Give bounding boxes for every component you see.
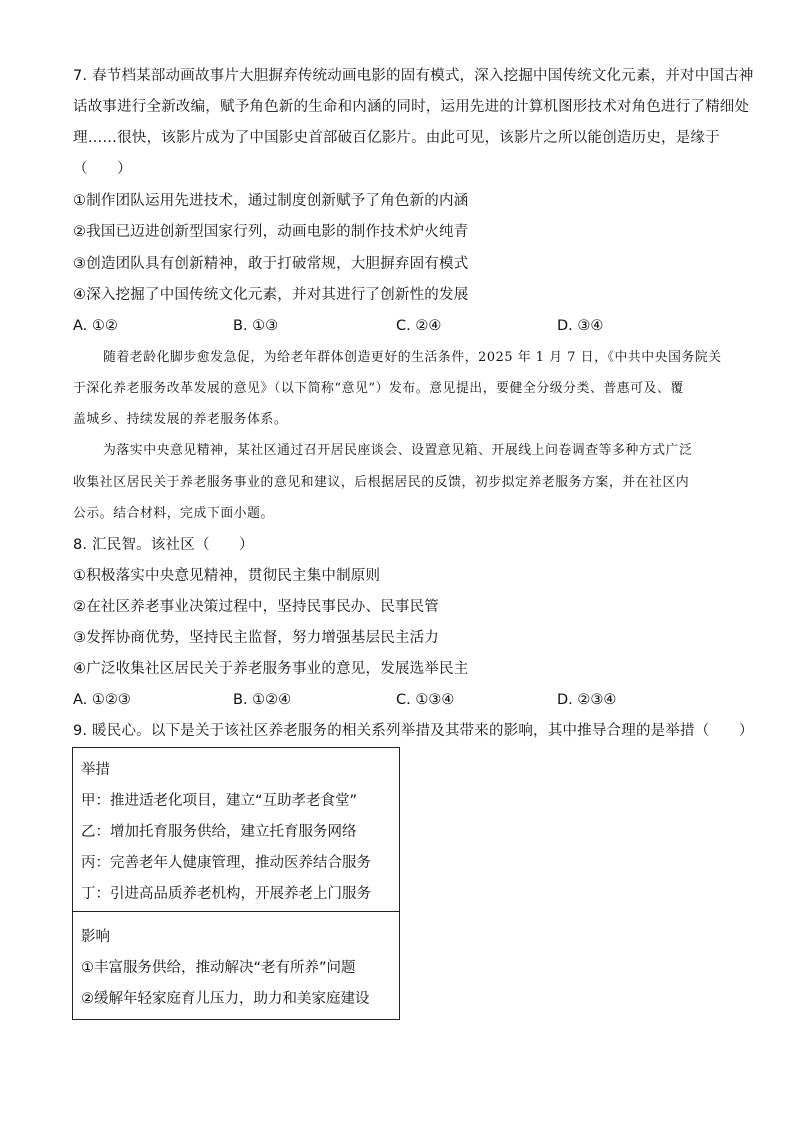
q9-stem: 9. 暖民心。以下是关于该社区养老服务的相关系列举措及其带来的影响，其中推导合理的是举措（ ） (73, 723, 754, 739)
q7-answer-blank: （ ） (73, 161, 132, 177)
impacts-box (72, 911, 400, 1020)
q7-item-2: ②我国已迈进创新型国家行列，动画电影的制作技术炉火纯青 (73, 224, 469, 240)
material-para1-line-3: 盖城乡、持续发展的养老服务体系。 (73, 412, 288, 427)
q8-stem: 8. 汇民智。该社区（ ） (73, 537, 254, 553)
q7-item-4: ④深入挖掘了中国传统文化元素，并对其进行了创新性的发展 (73, 287, 469, 303)
q8-item-3: ③发挥协商优势，坚持民主监督，努力增强基层民主活力 (73, 630, 439, 646)
measures-box (72, 747, 400, 912)
material-para2-line-2: 收集社区居民关于养老服务事业的意见和建议，后根据居民的反馈，初步拟定养老服务方案，并在社区内 (73, 475, 690, 490)
q7-stem-line-2: 话故事进行全新改编，赋予角色新的生命和内涵的同时，运用先进的计算机图形技术对角色进行了精细处 (73, 99, 750, 115)
q8-option-d[interactable]: D. ②③④ (557, 692, 617, 708)
material-para2-line-1: 为落实中央意见精神，某社区通过召开居民座谈会、设置意见箱、开展线上问卷调查等多种方式广泛 (103, 443, 693, 458)
measure-jia: 甲：推进适老化项目，建立“互助孝老食堂” (81, 793, 358, 809)
measure-bing: 丙：完善老年人健康管理，推动医养结合服务 (81, 855, 371, 871)
q8-item-2: ②在社区养老事业决策过程中，坚持民事民办、民事民管 (73, 599, 439, 615)
measure-yi: 乙：增加托育服务供给，建立托育服务网络 (81, 824, 357, 840)
impact-2: ②缓解年轻家庭育儿压力，助力和美家庭建设 (81, 991, 370, 1007)
q7-option-a[interactable]: A. ①② (73, 318, 118, 334)
q7-item-1: ①制作团队运用先进技术，通过制度创新赋予了角色新的内涵 (73, 193, 469, 209)
impacts-title: 影响 (81, 929, 110, 945)
q8-option-a[interactable]: A. ①②③ (73, 692, 131, 708)
q7-option-c[interactable]: C. ②④ (396, 318, 442, 334)
measure-ding: 丁：引进高品质养老机构，开展养老上门服务 (81, 886, 371, 902)
q8-item-4: ④广泛收集社区居民关于养老服务事业的意见，发展选举民主 (73, 661, 469, 677)
material-para2-line-3: 公示。结合材料，完成下面小题。 (73, 506, 274, 521)
material-para1-line-2: 于深化养老服务改革发展的意见》（以下简称“意见”）发布。意见提出，要健全分级分类、普惠可及、覆 (73, 381, 684, 396)
q7-option-d[interactable]: D. ③④ (557, 318, 604, 334)
q8-option-b[interactable]: B. ①②④ (233, 692, 292, 708)
q7-stem-line-1: 7. 春节档某部动画故事片大胆摒弃传统动画电影的固有模式，深入挖掘中国传统文化元素，并对中国古神 (73, 68, 754, 84)
impact-1: ①丰富服务供给，推动解决“老有所养”问题 (81, 960, 356, 976)
q7-option-b[interactable]: B. ①③ (233, 318, 279, 334)
measures-title: 举措 (81, 762, 110, 778)
q7-stem-line-3: 理……很快，该影片成为了中国影史首部破百亿影片。由此可见，该影片之所以能创造历史，是缘于 (73, 130, 720, 146)
q7-item-3: ③创造团队具有创新精神，敢于打破常规，大胆摒弃固有模式 (73, 256, 469, 272)
material-para1-line-1: 随着老龄化脚步愈发急促，为给老年群体创造更好的生活条件，2025 年 1 月 7 日，《中共中央国务院关 (103, 350, 722, 365)
q8-item-1: ①积极落实中央意见精神，贯彻民主集中制原则 (73, 568, 381, 584)
q8-option-c[interactable]: C. ①③④ (396, 692, 455, 708)
